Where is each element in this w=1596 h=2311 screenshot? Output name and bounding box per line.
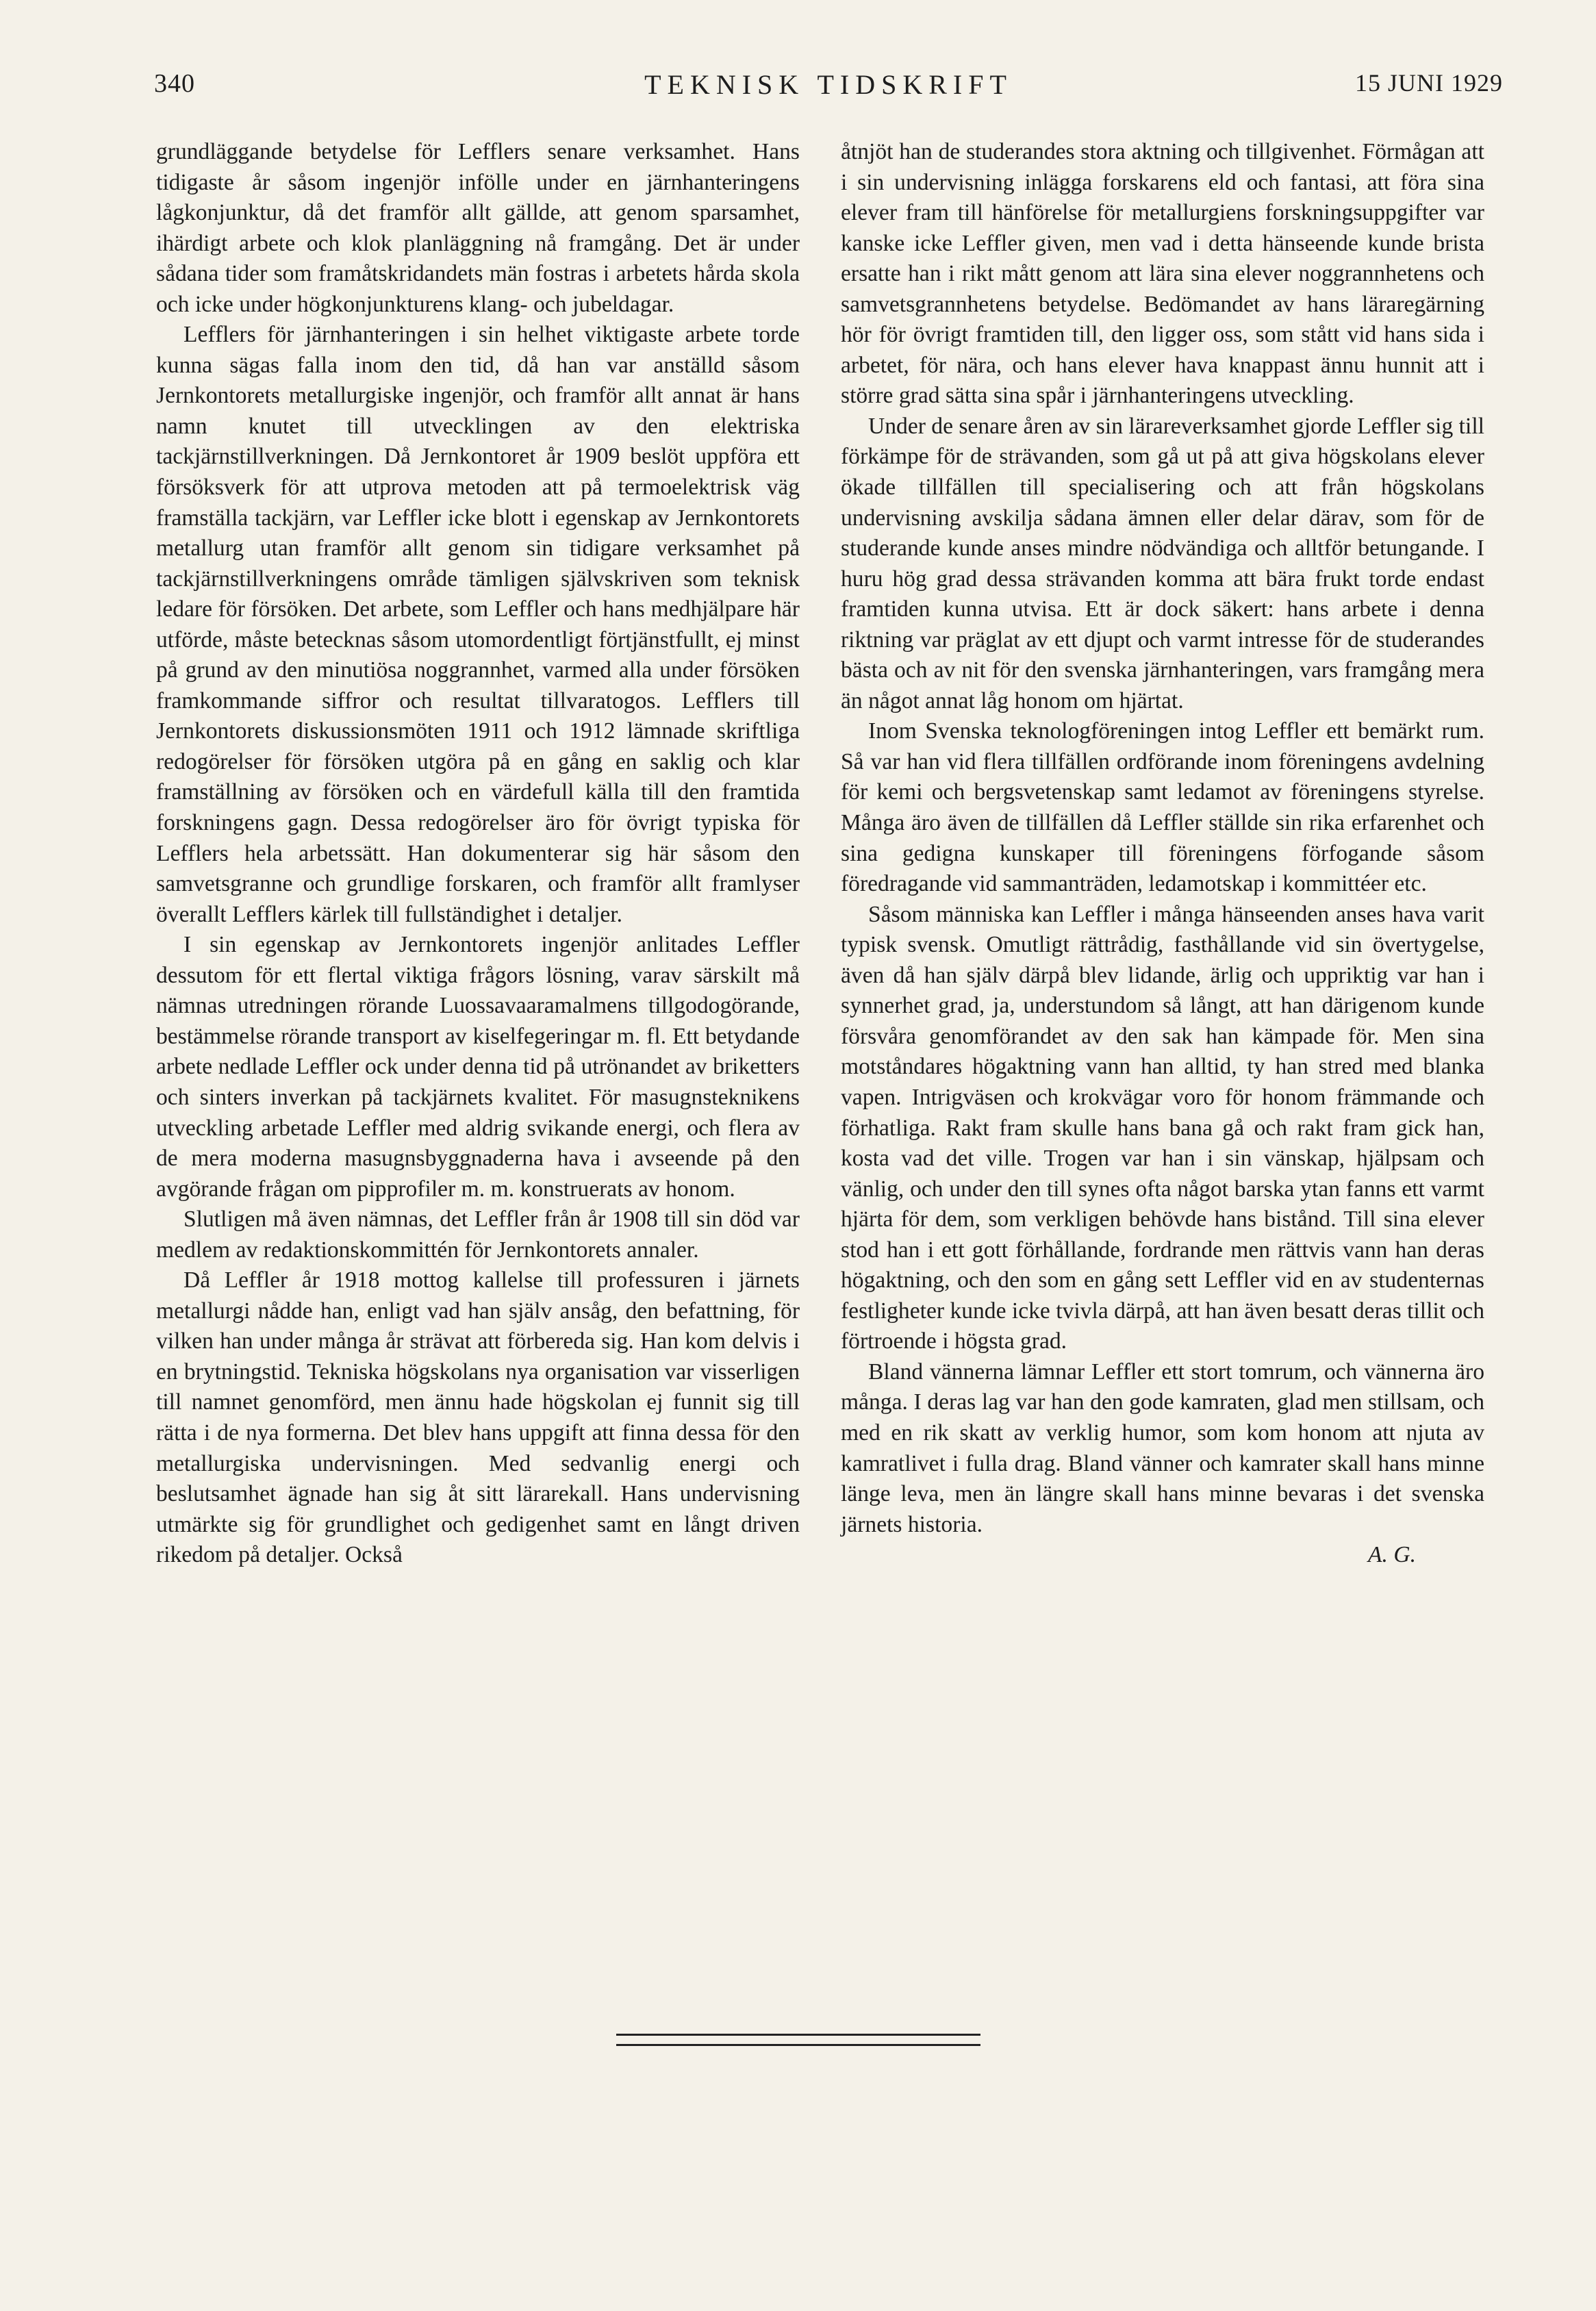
paragraph: Såsom människa kan Leffler i många hänseenden anses hava varit typisk svensk. Omutligt rättrådig, fasthållande vid sin övertygelse, även då han själv därpå blev lidande, ärlig och uppriktig var han i synnerhet grad, ja, understundom så långt, att han därigenom kunde försvåra genomförandet av den sak han kämpade för. Men sina motståndares högaktning vann han alltid, ty han stred med blanka vapen. Intrigväsen och krokvägar voro för honom främmande och förhatliga. Rakt fram skulle hans bana gå och rakt fram gick han, kosta vad det ville. Trogen var han i sin vänskap, hjälpsam och vänlig, och under den till synes ofta något barska ytan fanns ett varmt hjärta för dem, som verkligen behövde hans bistånd. Till sina elever stod han i ett gott förhållande, fordrande men rättvis vann han deras högaktning, och den som en gång sett Leffler vid en av studenternas festligheter kunde icke tvivla därpå, att han även besatt deras tillit och förtroende i högsta grad. — [841, 901, 1484, 1354]
paragraph: I sin egenskap av Jernkontorets ingenjör anlitades Leffler dessutom för ett flertal viktiga frågors lösning, varav särskilt må nämnas utredningen rörande Luossavaaramalmens tillgodogörande, bestämmelse rörande transport av kiselfegeringar m. fl. Ett betydande arbete nedlade Leffler ock under denna tid på utrönandet av briketters och sinters inverkan på tackjärnets kvalitet. För masugnsteknikens utveckling arbetade Leffler med aldrig svikande energi, och flera av de mera moderna masugnsbyggnaderna hava i avseende på den avgörande frågan om pipprofiler m. m. konstruerats av honom. — [156, 932, 800, 1202]
paragraph: Slutligen må även nämnas, det Leffler från år 1908 till sin död var medlem av redaktionskommittén för Jernkontorets annaler. — [156, 1207, 800, 1263]
paragraph: Då Leffler år 1918 mottog kallelse till professuren i järnets metallurgi nådde han, enligt vad han själv ansåg, den befattning, för vilken han under många år strävat att förbereda sig. Han kom delvis i en brytningstid. Tekniska högskolans nya organisation var visserligen till namnet genomförd, men ännu hade högskolan ej funnit sig till rätta i de nya formerna. Det blev hans uppgift att finna dessa för den metallurgiska undervisningen. Med sedvanlig energi och beslutsamhet ägnade han sig åt sitt lärarekall. Hans undervisning utmärkte sig för grundlighet och gedigenhet samt en långt driven rikedom på detaljer. Också — [156, 1267, 800, 1568]
paragraph: Lefflers för järnhanteringen i sin helhet viktigaste arbete torde kunna sägas falla inom den tid, då han var anställd såsom Jernkontorets metallurgiske ingenjör, och framför allt annat är hans namn knutet till utvecklingen av den elektriska tackjärnstillverkningen. Då Jernkontoret år 1909 beslöt uppföra ett försöksverk för att utprova metoden att på termoelektrisk väg framställa tackjärn, var Leffler icke blott i egenskap av Jernkontorets metallurg utan framför allt genom sin tidigare verksamhet på tackjärnstillverkningens område tämligen självskriven som teknisk ledare för försöken. Det arbete, som Leffler och hans medhjälpare här utförde, måste betecknas såsom utomordentligt förtjänstfullt, ej minst på grund av den minutiösa noggrannhet, varmed alla under försöken framkommande siffror och resultat tillvaratogos. Lefflers till Jernkontorets diskussionsmöten 1911 och 1912 lämnade skriftliga redogörelser för försöken utgöra på en gång en saklig och klar framställning av försöken och en värdefull källa till den framtida forskningens gagn. Dessa redogörelser äro för övrigt typiska för Lefflers hela arbetssätt. Han dokumenterar sig här såsom den samvetsgranne och grundlige forskaren, och framför allt framlyser överallt Lefflers kärlek till fullständighet i detaljer. — [156, 322, 800, 927]
paragraph: Bland vännerna lämnar Leffler ett stort tomrum, och vännerna äro många. I deras lag var han den gode kamraten, glad men stillsam, och med en rik skatt av verklig humor, som kom honom att njuta av kamratlivet i fulla drag. Bland vänner och kamrater skall hans minne länge leva, men än längre skall hans minne bevaras i det svenska järnets historia. — [841, 1359, 1484, 1537]
author-signature: A. G. — [1368, 1542, 1416, 1568]
page-number: 340 — [154, 69, 195, 98]
paragraph: Inom Svenska teknologföreningen intog Leffler ett bemärkt rum. Så var han vid flera tillfällen ordförande inom föreningens avdelning för kemi och bergsvetenskap samt ledamot av föreningens styrelse. Många äro även de tillfällen då Leffler ställde sin rika erfarenhet och sina gedigna kunskaper till föreningens förfogande såsom föredragande vid sammanträden, ledamotskap i kommittéer etc. — [841, 718, 1484, 897]
issue-date: 15 JUNI 1929 — [1355, 69, 1503, 97]
paragraph: grundläggande betydelse för Lefflers senare verksamhet. Hans tidigaste år såsom ingenjör infölle under en järnhanteringens lågkonjunktur, då det framför allt gällde, att genom sparsamhet, ihärdigt arbete och klok planläggning nå framgång. Det är under sådana tider som framåtskridandets män fostras i arbetets hårda skola och icke under högkonjunkturens klang- och jubeldagar. — [156, 139, 800, 317]
end-of-article-rule — [616, 2034, 980, 2046]
paragraph: åtnjöt han de studerandes stora aktning och tillgivenhet. Förmågan att i sin undervisning inlägga forskarens eld och fantasi, att föra sina elever fram till hänförelse för metallurgiens forskningsuppgifter var kanske icke Leffler given, men vad i detta hänseende kunde brista ersatte han i rikt mått genom att lära sina elever noggrannhetens och samvetsgrannhetens betydelse. Bedömandet av hans läraregärning hör för övrigt framtiden till, den ligger oss, som stått vid hans sida i arbetet, för nära, och hans elever hava knappast ännu hunnit att i större grad sätta sina spår i järnhanteringens utveckling. — [841, 139, 1484, 409]
page-header — [154, 68, 1503, 116]
paragraph: Under de senare åren av sin lärareverksamhet gjorde Leffler sig till förkämpe för de strävanden, som gå ut på att giva högskolans elever ökade tillfällen till specialisering och att från högskolans undervisning avskilja sådana ämnen eller delar därav, som för de studerande kunde anses mindre nödvändiga och alltför betungande. I huru hög grad dessa strävanden komma att bära frukt torde endast framtiden kunna utvisa. Ett är dock säkert: hans arbete i denna riktning var präglat av ett djupt och varmt intresse för de studerandes bästa och av nit för den svenska järnhanteringen, vars framgång mera än något annat låg honom om hjärtat. — [841, 413, 1485, 713]
left-column — [156, 137, 800, 1571]
right-column — [841, 137, 1484, 1571]
journal-title: TEKNISK TIDSKRIFT — [644, 69, 1013, 100]
